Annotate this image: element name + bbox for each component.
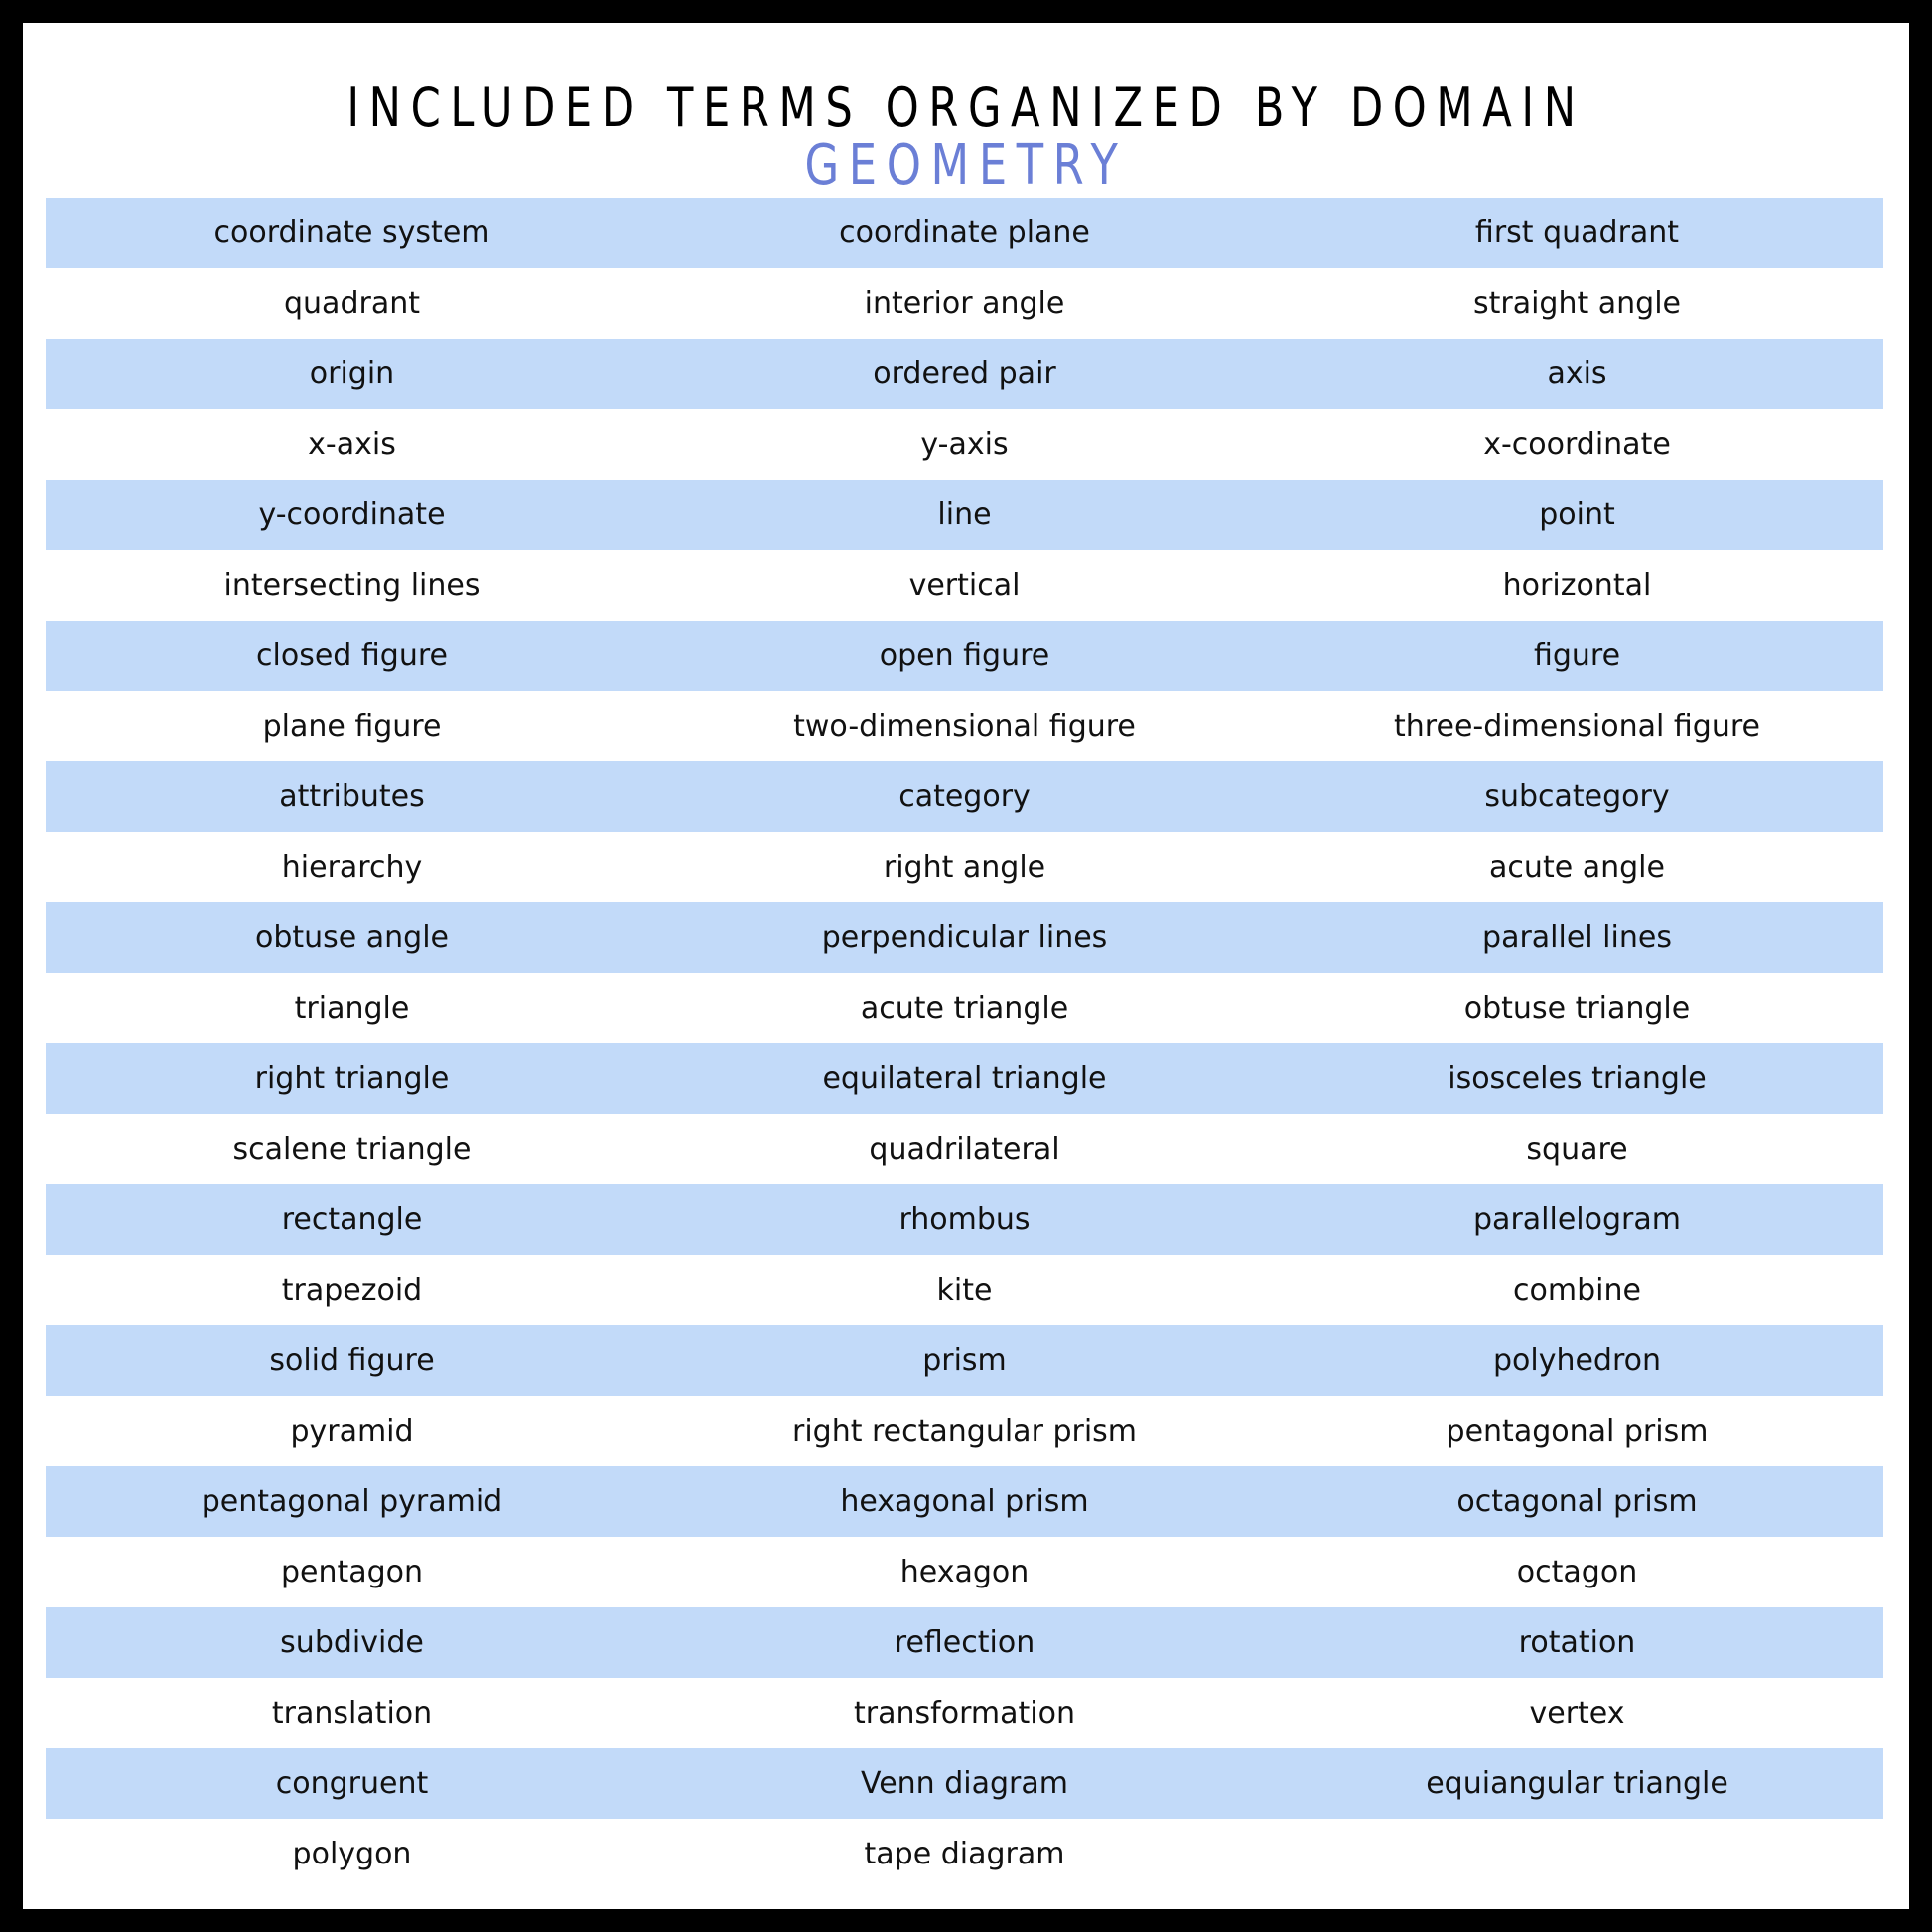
term-cell: transformation — [854, 1696, 1075, 1730]
term-cell: congruent — [275, 1766, 429, 1801]
term-cell: y-axis — [920, 427, 1009, 462]
page-sheet — [23, 23, 1909, 1909]
term-row — [46, 1678, 1883, 1748]
term-cell: parallelogram — [1473, 1202, 1681, 1237]
term-cell: octagonal prism — [1456, 1484, 1698, 1519]
term-cell: kite — [936, 1273, 993, 1308]
term-row — [46, 1748, 1883, 1819]
term-cell: right triangle — [254, 1061, 450, 1096]
term-cell: category — [898, 779, 1031, 814]
term-cell: axis — [1547, 356, 1607, 391]
term-row — [46, 1184, 1883, 1255]
term-cell: subcategory — [1484, 779, 1670, 814]
term-cell: translation — [271, 1696, 433, 1730]
term-cell: quadrilateral — [869, 1132, 1060, 1167]
term-cell: trapezoid — [281, 1273, 423, 1308]
term-cell: triangle — [294, 991, 410, 1026]
term-cell: isosceles triangle — [1448, 1061, 1707, 1096]
term-cell: hexagonal prism — [840, 1484, 1089, 1519]
term-cell: coordinate system — [213, 215, 490, 250]
term-row — [46, 1396, 1883, 1466]
term-row — [46, 339, 1883, 409]
term-cell: prism — [922, 1343, 1007, 1378]
term-cell: rectangle — [281, 1202, 423, 1237]
term-row — [46, 1043, 1883, 1114]
term-cell: plane figure — [262, 709, 442, 744]
term-cell: perpendicular lines — [821, 920, 1108, 955]
term-cell: y-coordinate — [258, 497, 446, 532]
term-cell: vertex — [1529, 1696, 1625, 1730]
term-cell: octagon — [1516, 1555, 1638, 1589]
term-cell: scalene triangle — [232, 1132, 472, 1167]
term-cell: x-axis — [308, 427, 396, 462]
term-cell: open figure — [879, 638, 1050, 673]
term-cell: closed figure — [256, 638, 448, 673]
term-cell: hierarchy — [281, 850, 423, 885]
term-row — [46, 691, 1883, 761]
term-cell: pyramid — [290, 1414, 414, 1449]
term-row — [46, 480, 1883, 550]
term-cell: polygon — [292, 1837, 412, 1871]
term-cell: origin — [309, 356, 395, 391]
term-cell: horizontal — [1502, 568, 1652, 603]
term-cell: subdivide — [280, 1625, 424, 1660]
term-row — [46, 973, 1883, 1043]
term-cell: intersecting lines — [223, 568, 481, 603]
term-cell: coordinate plane — [839, 215, 1090, 250]
term-row — [46, 621, 1883, 691]
term-cell: three-dimensional figure — [1394, 709, 1760, 744]
term-cell: solid figure — [269, 1343, 435, 1378]
term-cell: straight angle — [1472, 286, 1682, 321]
term-cell: reflection — [894, 1625, 1035, 1660]
term-cell: equilateral triangle — [822, 1061, 1107, 1096]
term-row — [46, 198, 1883, 268]
term-cell: point — [1539, 497, 1615, 532]
term-row — [46, 1537, 1883, 1607]
term-cell: two-dimensional figure — [793, 709, 1136, 744]
term-cell: rhombus — [898, 1202, 1031, 1237]
term-cell: pentagonal pyramid — [201, 1484, 503, 1519]
term-cell: square — [1526, 1132, 1628, 1167]
term-cell: pentagon — [280, 1555, 424, 1589]
term-row — [46, 1325, 1883, 1396]
term-cell: parallel lines — [1482, 920, 1672, 955]
term-cell: right rectangular prism — [791, 1414, 1138, 1449]
term-cell: first quadrant — [1474, 215, 1680, 250]
term-cell: hexagon — [899, 1555, 1030, 1589]
term-row — [46, 832, 1883, 902]
term-row — [46, 902, 1883, 973]
term-cell: tape diagram — [864, 1837, 1065, 1871]
term-row — [46, 409, 1883, 480]
term-cell: ordered pair — [873, 356, 1056, 391]
term-row — [46, 550, 1883, 621]
term-cell: figure — [1533, 638, 1621, 673]
term-cell: equiangular triangle — [1426, 1766, 1728, 1801]
term-cell: combine — [1513, 1273, 1641, 1308]
term-cell: vertical — [908, 568, 1021, 603]
term-cell: acute angle — [1489, 850, 1665, 885]
term-cell: pentagonal prism — [1446, 1414, 1709, 1449]
page-subtitle: GEOMETRY — [804, 133, 1128, 198]
term-row — [46, 1607, 1883, 1678]
term-cell: interior angle — [864, 286, 1065, 321]
term-cell: polyhedron — [1492, 1343, 1662, 1378]
term-row — [46, 268, 1883, 339]
term-cell: acute triangle — [860, 991, 1069, 1026]
term-row — [46, 1114, 1883, 1184]
page-title: INCLUDED TERMS ORGANIZED BY DOMAIN — [346, 76, 1586, 139]
terms-table — [46, 198, 1883, 1889]
term-cell: rotation — [1518, 1625, 1636, 1660]
term-cell: line — [937, 497, 992, 532]
term-row — [46, 1255, 1883, 1325]
term-cell: attributes — [279, 779, 425, 814]
term-cell: quadrant — [284, 286, 420, 321]
term-cell: right angle — [883, 850, 1046, 885]
term-row — [46, 1466, 1883, 1537]
term-row — [46, 761, 1883, 832]
term-cell: obtuse angle — [254, 920, 450, 955]
term-cell: obtuse triangle — [1463, 991, 1691, 1026]
term-cell: Venn diagram — [861, 1766, 1068, 1801]
term-cell: x-coordinate — [1483, 427, 1671, 462]
term-row — [46, 1819, 1883, 1889]
